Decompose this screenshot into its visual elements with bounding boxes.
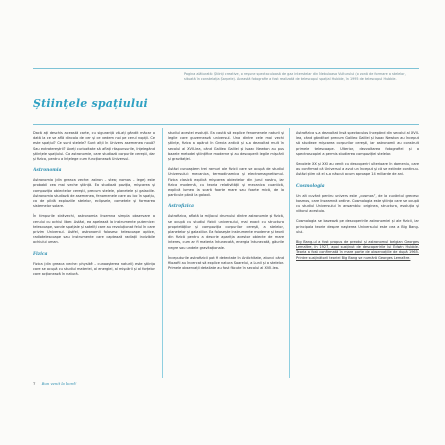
column-divider-2 — [289, 128, 290, 378]
cosmologie-paragraph: Un alt cuvânt pentru univers este „cosmos”, de la cuvântul grecesc kosmos, care înseamnă ordine. Cosmologia este știința care se ocupă cu studiul Universului în ansamblu: originea, structura, evoluția și viitorul acestuia. — [296, 193, 419, 214]
astrofizica-modern-paragraph: Secolele XX și XXI au venit cu descoperiri ulterioare în domeniu, care au confirmat că Universul a avut un început și că se extinde continuu. Astăzi știm că el s-a născut acum aproape 14 miliarde de ani. — [296, 162, 419, 177]
page-number: 7 — [33, 381, 36, 386]
section-heading-fizica: Fizica — [33, 251, 48, 257]
astrofizica-paragraph-2: Începuturile astrofizicii pot fi detectate în Antichitate, atunci când filozofii au încercat să explice natura Soarelui, a Lunii și a stelelor. Primele observații detaliate au fost făcute în secolul al XVII-lea. — [168, 255, 284, 271]
running-footer-title: Bun venit la bord! — [41, 381, 77, 386]
top-rule — [33, 68, 419, 69]
fizica-paragraph: Fizica (din greaca veche: physikê – cunoașterea naturii) este știința care se ocupă cu studiul materiei, al energiei, al mișcării și al forțelor care acționează în natură. — [33, 261, 155, 277]
section-heading-astrofizica: Astrofizica — [168, 204, 195, 210]
chapter-title: Științele spațiului — [33, 97, 148, 110]
column-divider-1 — [162, 128, 163, 378]
intro-paragraph: Dacă ați deschis această carte, cu siguranță vă-ați gândit măcar o dată la ce se află dincolo de cer și ce vedem noi pe cerul nopții. Ce este spațiul? Ce sunt stelele? Sunt alții în Univers asemenea nouă? Sau extratereștrii? Aveți curiozitate să aflați răspunsurile, înțelegând științele spațiului. Ca astronomie, care studiază corpurile cerești, dar și fizica, pentru a înțelege cum funcționează Universul. — [33, 131, 155, 162]
cosmologie-paragraph-3: Big Bang-ul a fost propus de preotul și astronomul belgian Georges Lemaître, în 1927, apoi susținut de descoperirile lui Edwin Hubble. Teoria a fost confirmată în mare parte de observațiile de după 1965. Printre susținătorii teoriei Big Bang se numără Georges Lemaître. — [296, 240, 419, 260]
fizica-continued-paragraph: studiul acestei evoluții. Ea caută să explice fenomenele naturii și legile care guvernează universul. Una dintre cele mai vechi științe, fizica a apărut în Grecia antică și s-a dezvoltat mult în secolul al XVII-lea, când Galileo Galilei și Isaac Newton au pus bazele metodei științifice moderne și au descoperit legile mișcării și gravitației. — [168, 131, 284, 162]
fizica-branches-paragraph: Astăzi cunoaștem trei ramuri ale fizicii care se ocupă de studiul Universului: mecanica, termodinamica și electromagnetismul. Fizica clasică explică mișcarea obiectelor din jurul nostru, iar fizica modernă, cu teoria relativității și mecanica cuantică, explică lumea la scară foarte mare sau foarte mică, de la particule până la galaxii. — [168, 167, 284, 198]
title-rule — [33, 124, 419, 125]
page-caption: Pagina alăturată: Științi creative, o reșune spectaculoasă de gaz interstelar din Nebuloasa Vulturului (o zonă de formare a stelelor, situată în constelația Șarpele). Această fotografie a fost realizată de telescopul spațial Hubble, în 1995 de telescopul Hubble. — [184, 72, 406, 81]
column-1 — [33, 131, 155, 377]
column-3 — [296, 131, 419, 377]
page-footer — [33, 381, 77, 386]
column-2 — [168, 131, 284, 377]
astronomie-paragraph: Astronomia (din greaca veche: astron – stea; nomos – lege) este probabil cea mai veche știință. Ea studiază poziția, mișcarea și compoziția obiectelor cerești, precum stelele, planetele și galaxiile. Astronomia studiază de asemenea, fenomenele care au loc în spațiu, ca de pildă exploziile stelelor, eclipsele, cometele și formarea sistemelor solare. — [33, 178, 155, 209]
section-heading-astronomie: Astronomia — [33, 168, 62, 174]
cosmologie-paragraph-2: Cosmologia se bazează pe descoperirile astronomiei și ale fizicii, iar principala teorie despre nașterea Universului este cea a Big Bang-ului. — [296, 219, 419, 234]
astrofizica-history-paragraph: Astrofizica s-a dezvoltat însă spectaculos începând din secolul al XVII-lea, când gânditori precum Galileo Galilei și Isaac Newton au început să studieze mișcarea corpurilor cerești, iar astronomii au construit primele telescoape. Ulterior, dezvoltarea fotografiei și a spectroscopiei a permis studierea compoziției stelelor. — [296, 131, 419, 156]
section-heading-cosmologie: Cosmologia — [296, 183, 325, 189]
astrofizica-paragraph: Astrofizica, aflată la mijlocul drumului dintre astronomie și fizică, se ocupă cu studiul fizicii universului, mai exact cu structura proprietăților și compoziția corpurilor cerești, a stelelor, planetelor și galaxiilor. Ea folosește instrumente moderne și teorii din fizică pentru a descrie apariția acestor obiecte de mare interes, cum ar fi materia întunecată, energia întunecată, găurile negre sau undele gravitaționale. — [168, 214, 284, 250]
astronomie-paragraph-2: În timpurile străvechi, astronomia însemna simpla observare a cerului cu ochiul liber. Astăzi, ea apelează la instrumente puternice: telescoape, sonde spațiale și sateliți care au revoluționat felul în care privim Universul. Astfel, astronomii folosesc telescoape optice, radiotelescoape sau instrumente care captează radiații invizibile ochiului uman. — [33, 214, 155, 245]
